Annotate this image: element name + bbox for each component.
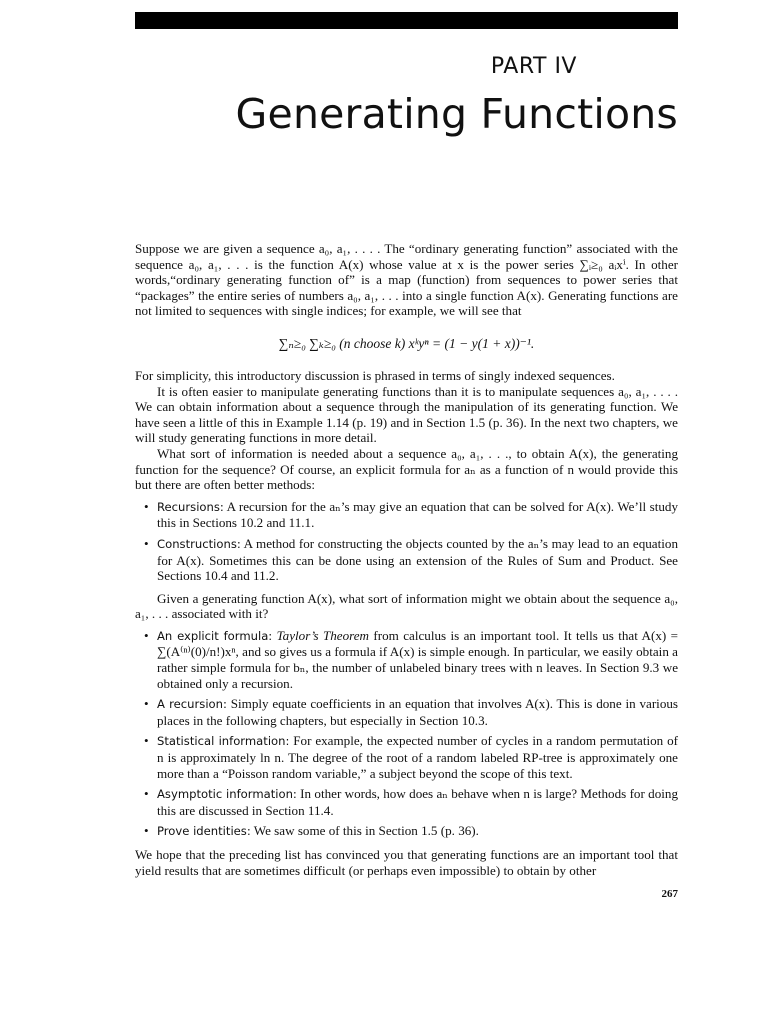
list-item [135,499,678,531]
item-text: In other words, how does aₙ behave when n is large? Methods for doing this are discussed in Section 11.4. [157,786,679,818]
paragraph: For simplicity, this introductory discussion is phrased in terms of singly indexed sequences. [135,367,615,383]
intro-paragraph: Suppose we are given a sequence a₀, a₁, . . . . The “ordinary generating function” associated with the sequence a₀, a₁, . . . is the function A(x) whose value at x is the power series ∑ᵢ≥₀ aᵢxⁱ. In other words,“ordinary generating function of” is a map (function) from sequences to power series that “packages” the entire series of numbers a₀, a₁, . . . into a single function A(x). Generating functions are not limited to sequences with single indices; for example, we will see that [135,241,678,319]
bullet-icon: • [144,535,149,551]
list-item [135,786,678,818]
item-label: Prove identities: [157,824,251,839]
item-text: from calculus is an important tool. It tells us that A(x) = ∑(A⁽ⁿ⁾(0)/n!)xⁿ, and so gives us a formula if A(x) is simple enough. In particular, we easily obtain a rather simple formula for bₙ, the number of unlabeled binary trees with n leaves. In Section 9.3 we obtained only a recursion. [157,627,679,691]
header-rule [135,12,678,29]
list-item [135,536,678,584]
item-label: A recursion: [157,697,227,712]
body-text [135,241,678,878]
display-formula: ∑ₙ≥₀ ∑ₖ≥₀ (n choose k) xᵏyⁿ = (1 − y(1 + x))⁻¹. [278,335,535,351]
methods-list [135,499,678,584]
list-item [135,823,678,840]
bullet-icon: • [144,733,149,749]
page-number: 267 [661,888,678,900]
list-item [135,628,678,691]
list-item [135,733,678,781]
item-label: Asymptotic information: [157,787,297,802]
theorem-name: Taylor’s Theorem [276,627,370,643]
item-label: An explicit formula: [157,628,273,643]
chapter-title: Generating Functions [235,90,678,138]
bullet-icon: • [144,498,149,514]
item-label: Statistical information: [157,734,290,749]
bullet-icon: • [144,823,149,839]
item-text: Simply equate coefficients in an equation that involves A(x). This is done in various places in the following chapters, but especially in Section 10.3. [157,696,679,728]
list-item [135,696,678,728]
bullet-icon: • [144,696,149,712]
item-text: For example, the expected number of cycles in a random permutation of n is approximately ln n. The degree of the root of a random labeled RP-tree is approximately one more than a “Poisson random variable,” a subject beyond the scope of this text. [157,733,678,781]
bullet-icon: • [144,627,149,643]
information-list [135,628,678,840]
bullet-icon: • [144,786,149,802]
item-text: We saw some of this in Section 1.5 (p. 36). [250,823,479,839]
item-label: Recursions: [157,499,224,514]
paragraph: It is often easier to manipulate generating functions than it is to manipulate sequences a₀, a₁, . . . . We can obtain information about a sequence through the manipulation of its generating function. We have seen a little of this in Example 1.14 (p. 19) and in Section 1.5 (p. 36). In the next two chapters, we will study generating functions in more detail. [135,383,678,446]
item-label: Constructions: [157,536,241,551]
item-text: A method for constructing the objects counted by the aₙ’s may lead to an equation for A(x). Sometimes this can be done using an extension of the Rules of Sum and Product. See Sections 10.4 and 11.2. [157,535,678,584]
item-text: A recursion for the aₙ’s may give an equation that can be solved for A(x). We’ll study this in Sections 10.2 and 11.1. [157,498,678,531]
paragraph: We hope that the preceding list has convinced you that generating functions are an important tool that yield results that are sometimes difficult (or perhaps even impossible) to obtain by other [135,847,678,878]
paragraph: Given a generating function A(x), what sort of information might we obtain about the sequence a₀, a₁, . . . associated with it? [135,590,678,622]
paragraph: What sort of information is needed about a sequence a₀, a₁, . . ., to obtain A(x), the generating function for the sequence? Of course, an explicit formula for aₙ as a function of n would provide this but there are often better methods: [135,445,678,493]
part-label: PART IV [490,54,577,79]
